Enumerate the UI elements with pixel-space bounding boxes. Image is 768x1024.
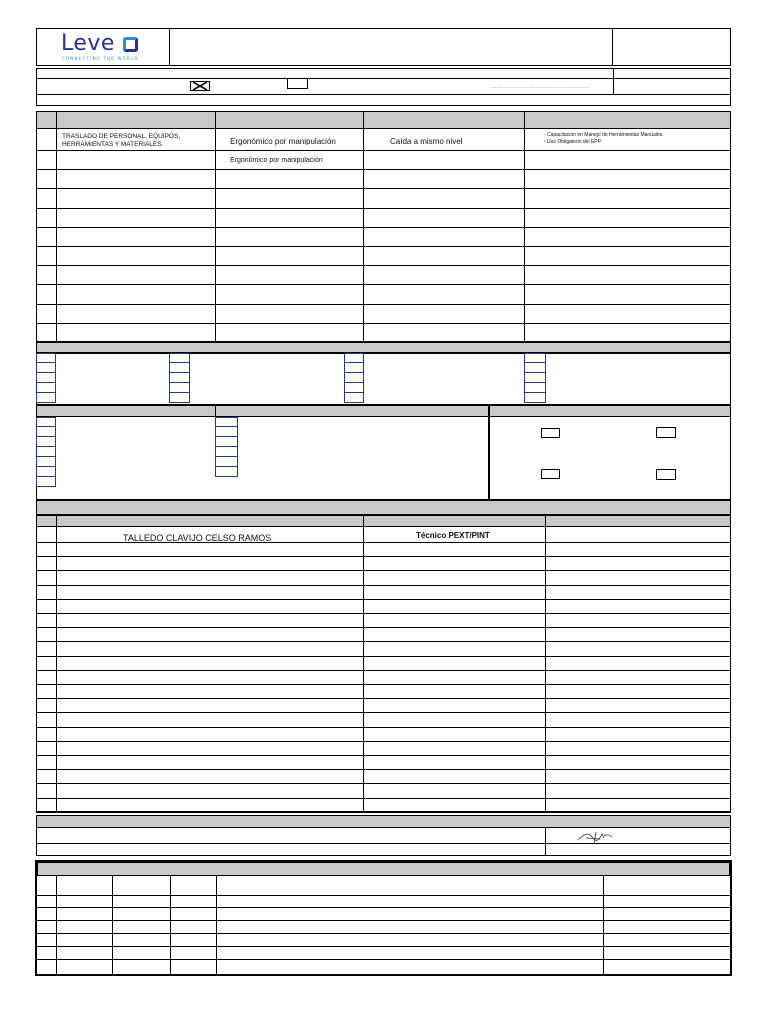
option-checkbox-empty[interactable] (287, 78, 308, 89)
task-row-line (36, 227, 731, 228)
evaluation-checkbox-4[interactable] (656, 469, 676, 480)
checklist-column-5 (36, 417, 56, 487)
checklist-column-2 (169, 353, 190, 403)
task-table-header (36, 111, 731, 129)
personnel-row-line (36, 783, 731, 784)
task-row-line (36, 304, 731, 305)
bottom-row-line (37, 946, 730, 947)
personnel-col-line-2 (363, 515, 364, 812)
personnel-name-1: TALLEDO CLAVIJO CELSO RAMOS (123, 533, 272, 543)
personnel-row-line (36, 641, 731, 642)
task-row-line (36, 188, 731, 189)
checklist-column-3 (344, 353, 364, 403)
info-rows-frame (36, 68, 731, 106)
header-divider-left (169, 28, 170, 66)
task-row-line (36, 169, 731, 170)
task-risk-1: Caída a mismo nivel (390, 137, 463, 146)
checklist2-divider-2 (488, 405, 490, 500)
bottom-row-line (37, 959, 730, 960)
personnel-row-line (36, 712, 731, 713)
task-control-1a: - Capacitación en Manejo de Herramientas Manuales. (544, 132, 664, 138)
personnel-table-frame (36, 515, 731, 812)
signature-dotted-line: ........................................................... (490, 84, 590, 90)
personnel-col-line-1 (56, 515, 57, 812)
header-divider-right (612, 28, 613, 66)
task-row-line (36, 284, 731, 285)
task-hazard-2: Ergonómico por manipulación (230, 157, 323, 164)
personnel-row-line (36, 613, 731, 614)
task-control-1b: - Uso Obligatorio del EPP. (544, 139, 602, 145)
task-row-line (36, 265, 731, 266)
info-divider (613, 68, 614, 94)
bottom-row-line (37, 920, 730, 921)
personnel-row-line (36, 627, 731, 628)
personnel-row-line (36, 556, 731, 557)
checklist-column-6 (215, 417, 238, 477)
task-row-line (36, 208, 731, 209)
task-activity-1: TRASLADO DE PERSONAL, EQUIPOS, HERRAMIENTAS Y MATERIALES. (62, 133, 181, 148)
option-checkbox-checked[interactable] (190, 81, 210, 91)
logo-text: Leve (61, 31, 115, 56)
personnel-column-header (36, 515, 731, 527)
personnel-row-line (36, 585, 731, 586)
info-row-line-1 (36, 78, 731, 79)
checklist-frame-1 (36, 353, 731, 405)
evaluation-checkbox-2[interactable] (656, 427, 676, 438)
checklist2-divider-1 (215, 405, 216, 417)
personnel-row-line (36, 684, 731, 685)
personnel-row-line (36, 741, 731, 742)
personnel-row-line (36, 812, 731, 813)
personnel-row-line (36, 698, 731, 699)
supervisor-row-line (36, 843, 731, 844)
signature-image (574, 828, 614, 846)
task-row-line (36, 323, 731, 324)
checklist-frame-2 (36, 405, 731, 500)
bottom-row-line (37, 933, 730, 934)
supervisor-divider (545, 828, 546, 856)
info-row-line-2 (36, 94, 731, 95)
logo-mark-icon (123, 37, 138, 52)
task-row-line (36, 246, 731, 247)
personnel-col-line-3 (545, 515, 546, 812)
bottom-table-subheader-line (37, 895, 730, 896)
personnel-role-1: Técnico PEXT/PINT (416, 531, 490, 540)
task-row-line (36, 150, 731, 151)
evaluation-checkbox-1[interactable] (541, 428, 560, 438)
personnel-row-line (36, 727, 731, 728)
task-hazard-1: Ergonómico por manipulación (230, 137, 336, 146)
checklist-header-1 (36, 342, 731, 353)
company-logo (58, 31, 158, 63)
personnel-row-line (36, 755, 731, 756)
supervisor-frame (36, 815, 731, 856)
personnel-row-line (36, 570, 731, 571)
x-mark-icon (191, 82, 209, 90)
personnel-row-line (36, 798, 731, 799)
personnel-row-line (36, 670, 731, 671)
personnel-row-line (36, 769, 731, 770)
bottom-table-header (37, 862, 730, 876)
checklist-column-4 (524, 353, 546, 403)
personnel-section-header (36, 500, 731, 515)
checklist-column-1 (36, 353, 56, 403)
logo-tagline: CONNECTING THE WORLD (62, 56, 139, 61)
bottom-row-line (37, 907, 730, 908)
personnel-row-line (36, 656, 731, 657)
personnel-row-line (36, 599, 731, 600)
evaluation-checkbox-3[interactable] (541, 469, 560, 479)
